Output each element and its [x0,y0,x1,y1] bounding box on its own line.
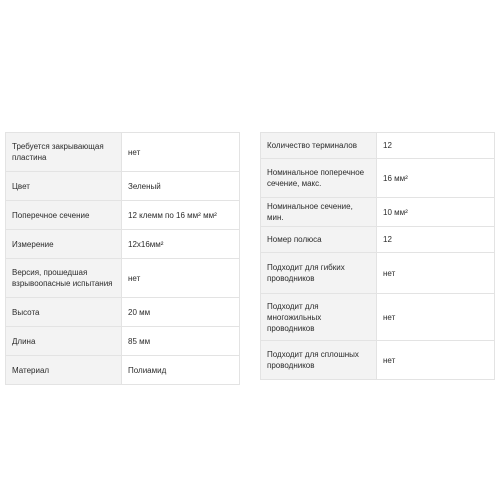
spec-label: Подходит для сплошных проводников [261,341,377,380]
table-row [261,341,495,380]
spec-value: нет [122,133,240,172]
table-row [6,133,240,172]
table-row [261,133,495,159]
table-row [261,159,495,198]
spec-label: Подходит для многожильных проводников [261,294,377,341]
table-row [261,294,495,341]
table-row [6,327,240,356]
spec-label: Требуется закрывающая пластина [6,133,122,172]
spec-label: Версия, прошедшая взрывоопасные испытания [6,259,122,298]
spec-value: 20 мм [122,298,240,327]
spec-value: 85 мм [122,327,240,356]
spec-value: Полиамид [122,356,240,385]
table-row [6,201,240,230]
spec-value: 12 клемм по 16 мм² мм² [122,201,240,230]
spec-value: 16 мм² [377,159,495,198]
spec-value: 12 [377,227,495,253]
spec-value: Зеленый [122,172,240,201]
spec-label: Подходит для гибких проводников [261,253,377,294]
spec-value: нет [122,259,240,298]
table-row [6,172,240,201]
spec-label: Измерение [6,230,122,259]
table-row [6,298,240,327]
spec-label: Материал [6,356,122,385]
spec-label: Цвет [6,172,122,201]
spec-label: Номинальное сечение, мин. [261,198,377,227]
table-row [261,198,495,227]
spec-value: 12x16мм² [122,230,240,259]
spec-label: Длина [6,327,122,356]
spec-value: 10 мм² [377,198,495,227]
specs-table-left [5,132,240,385]
table-row [6,259,240,298]
table-row [6,230,240,259]
spec-label: Номер полюса [261,227,377,253]
spec-label: Номинальное поперечное сечение, макс. [261,159,377,198]
spec-label: Поперечное сечение [6,201,122,230]
spec-value: 12 [377,133,495,159]
spec-label: Количество терминалов [261,133,377,159]
table-row [261,253,495,294]
spec-label: Высота [6,298,122,327]
spec-value: нет [377,253,495,294]
specs-table-right [260,132,495,380]
spec-value: нет [377,294,495,341]
table-row [6,356,240,385]
spec-value: нет [377,341,495,380]
table-row [261,227,495,253]
